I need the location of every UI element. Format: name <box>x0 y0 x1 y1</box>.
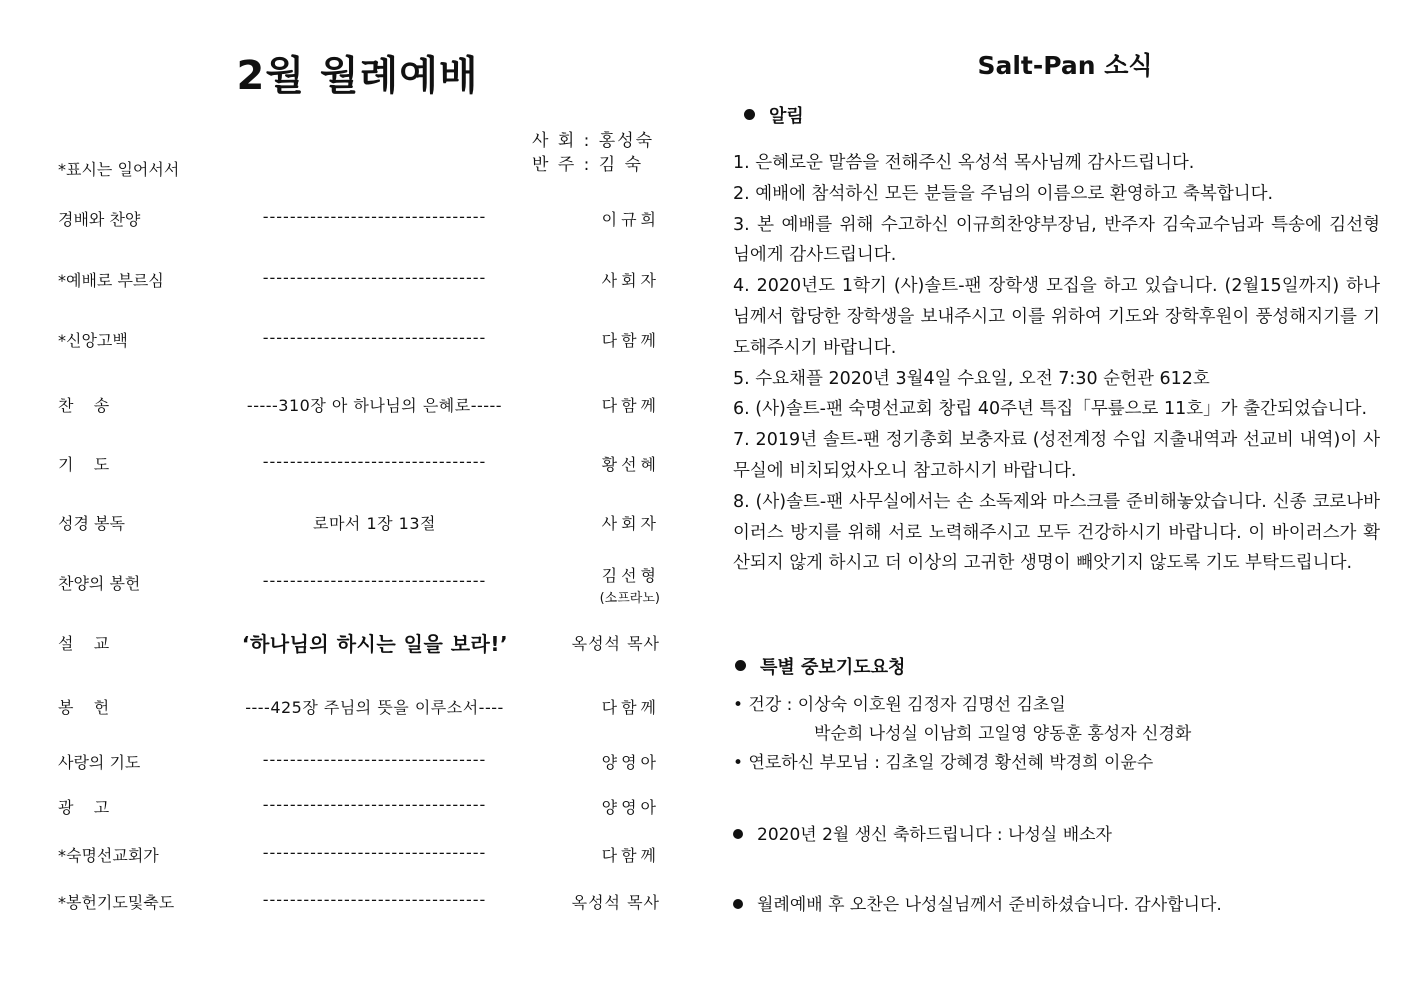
standing-note: *표시는 일어서서 <box>58 160 180 179</box>
order-label: 성경 봉독 <box>58 514 125 533</box>
order-leader: 이규희 <box>601 210 660 229</box>
order-label: *예배로 부르심 <box>58 271 164 290</box>
order-row <box>0 843 700 867</box>
lunch-notice <box>733 890 1222 915</box>
prayer-list <box>733 691 1191 778</box>
bullet-icon <box>733 829 743 839</box>
order-middle: --------------------------------- <box>262 750 487 769</box>
order-middle: ----425장 주님의 뜻을 이루소서---- <box>245 698 504 717</box>
order-leader: 사회자 <box>601 514 660 533</box>
order-leader: 양영아 <box>601 798 660 817</box>
bullet-icon <box>744 109 755 120</box>
prayer-heading <box>735 653 905 679</box>
notice-item: 5. 수요채플 2020년 3월4일 수요일, 오전 7:30 순헌관 612호 <box>733 368 1210 389</box>
order-label: 기 도 <box>58 455 110 474</box>
worship-order-page <box>0 0 700 992</box>
notice-item: 3. 본 예배를 위해 수고하신 이규희찬양부장님, 반주자 김숙교수님과 특송에 김선형님에게 감사드립니다. <box>733 214 1380 266</box>
order-middle: --------------------------------- <box>262 268 487 287</box>
order-row <box>0 511 700 535</box>
order-leader: 황선혜 <box>601 455 660 474</box>
accompanist-line: 반 주 : 김 숙 <box>532 155 644 175</box>
order-middle: --------------------------------- <box>262 328 487 347</box>
order-middle: --------------------------------- <box>262 795 487 814</box>
news-page <box>700 0 1403 992</box>
order-row <box>0 452 700 476</box>
news-title: Salt-Pan 소식 <box>977 51 1153 80</box>
order-label: 사랑의 기도 <box>58 753 141 772</box>
order-middle: --------------------------------- <box>262 890 487 909</box>
notice-item: 8. (사)솔트-팬 사무실에서는 손 소독제와 마스크를 준비해놓았습니다. 신종 코로나바이러스 방지를 위해 서로 노력해주시고 모두 건강하시기 바랍니다. 이 바이러스가 확산되지 않게 하시고 더 이상의 고귀한 생명이 빼앗기지 않도록 기도 부탁드립니다. <box>733 491 1380 574</box>
order-label: 봉 헌 <box>58 698 110 717</box>
presider-line: 사 회 : 홍성숙 <box>532 131 655 151</box>
order-leader: 옥성석 목사 <box>571 634 660 653</box>
birthday-notice <box>733 820 1112 845</box>
order-leader: 다함께 <box>601 396 660 415</box>
order-label: 경배와 찬양 <box>58 210 141 229</box>
lunch-text: 월례예배 후 오찬은 나성실님께서 준비하셨습니다. 감사합니다. <box>757 895 1222 915</box>
order-row <box>0 695 700 719</box>
notice-item: 2. 예배에 참석하신 모든 분들을 주님의 이름으로 환영하고 축복합니다. <box>733 183 1274 204</box>
order-middle: 로마서 1장 13절 <box>313 514 436 533</box>
order-row <box>0 207 700 231</box>
sermon-title: ‘하나님의 하시는 일을 보라!’ <box>241 632 509 656</box>
order-row <box>0 268 700 292</box>
order-row <box>0 393 700 417</box>
order-row <box>0 750 700 774</box>
order-row <box>0 631 700 655</box>
parents-line: • 연로하신 부모님 : 김초일 강혜경 황선혜 박경희 이윤수 <box>733 753 1154 773</box>
order-leader: 양영아 <box>601 753 660 772</box>
order-leader: 옥성석 목사 <box>571 893 660 912</box>
order-leader: 다함께 <box>601 331 660 350</box>
order-middle: -----310장 아 하나님의 은혜로----- <box>246 396 503 415</box>
birthday-text: 2020년 2월 생신 축하드립니다 : 나성실 배소자 <box>757 825 1112 845</box>
order-leader: 다함께 <box>601 698 660 717</box>
order-leader-role: (소프라노) <box>599 591 660 606</box>
order-row <box>0 563 700 606</box>
notice-item: 1. 은혜로운 말씀을 전해주신 옥성석 목사님께 감사드립니다. <box>733 153 1195 173</box>
notice-item: 7. 2019년 솔트-팬 정기총회 보충자료 (성전계정 수입 지출내역과 선교비 내역)이 사무실에 비치되었사오니 참고하시기 바랍니다. <box>733 430 1380 481</box>
order-middle: --------------------------------- <box>262 843 487 862</box>
order-middle: --------------------------------- <box>262 452 487 471</box>
order-label: *신앙고백 <box>58 331 128 350</box>
order-label: 찬양의 봉헌 <box>58 574 141 593</box>
bullet-icon <box>735 660 746 671</box>
order-row <box>0 795 700 819</box>
order-middle: --------------------------------- <box>262 571 487 590</box>
order-leader: 다함께 <box>601 846 660 865</box>
notice-item: 6. (사)솔트-팬 숙명선교회 창립 40주년 특집「무릎으로 11호」가 출간되었습니다. <box>733 399 1368 420</box>
order-leader: 사회자 <box>601 271 660 290</box>
order-label: *봉헌기도및축도 <box>58 893 175 912</box>
order-label: 설 교 <box>58 634 110 653</box>
notice-heading-text: 알림 <box>769 106 804 127</box>
notice-list <box>733 148 1380 579</box>
service-title: 2월 월례예배 <box>236 53 479 99</box>
health-line: • 건강 : 이상숙 이호원 김정자 김명선 김초일 <box>733 695 1066 715</box>
notice-heading <box>744 102 804 128</box>
notice-item: 4. 2020년도 1학기 (사)솔트-팬 장학생 모집을 하고 있습니다. (2월15일까지) 하나님께서 합당한 장학생을 보내주시고 이를 위하여 기도와 장학후원이 풍성해지기를 기도해주시기 바랍니다. <box>733 276 1380 358</box>
order-middle: --------------------------------- <box>262 207 487 226</box>
order-leader: 김선형 <box>601 566 660 585</box>
bullet-icon <box>733 899 743 909</box>
order-row <box>0 328 700 352</box>
order-row <box>0 890 700 914</box>
order-label: *숙명선교회가 <box>58 846 159 865</box>
order-label: 광 고 <box>58 798 110 817</box>
health-line-continued: 박순희 나성실 이남희 고일영 양동훈 홍성자 신경화 <box>814 724 1192 744</box>
prayer-heading-text: 특별 중보기도요청 <box>760 657 906 678</box>
order-label: 찬 송 <box>58 396 110 415</box>
